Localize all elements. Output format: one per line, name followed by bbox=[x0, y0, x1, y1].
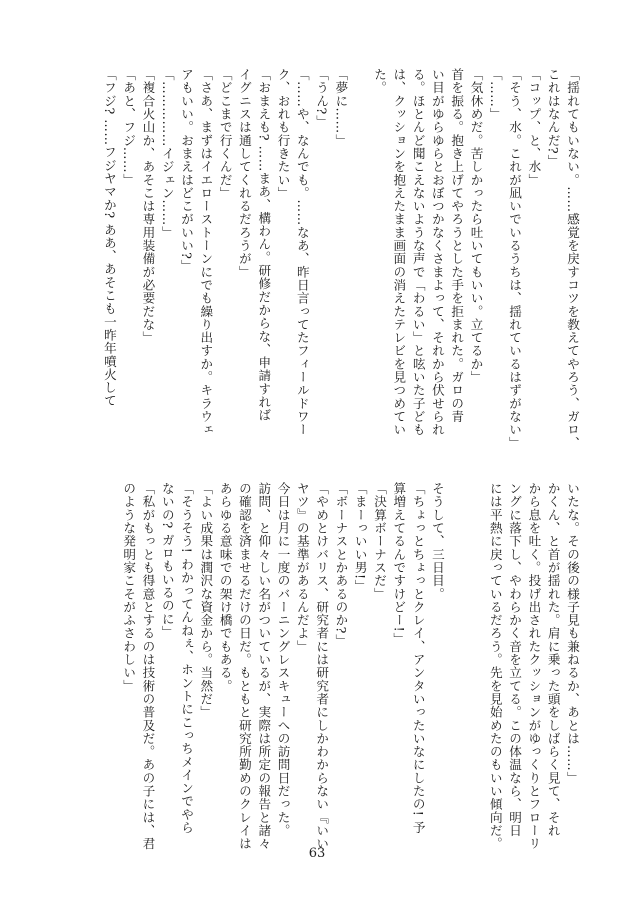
page-number: 63 bbox=[308, 846, 326, 861]
text-line: 「気休めだ。苦しかったら吐いてもいい。立てるか」 bbox=[468, 68, 484, 384]
text-line: から息を吐く。投げ出されたクッションがゆっくりとフローリ bbox=[526, 482, 542, 851]
text-line: ないの? ガロもいるのに」 bbox=[159, 482, 175, 639]
text-line: あらゆる意味での架け橋でもある。 bbox=[217, 482, 233, 693]
text-line: ヤツ』の基準があるんだよ」 bbox=[294, 482, 310, 653]
text-line: る。ほとんど聞こえないような声で「わるい」と呟いた子ども bbox=[410, 68, 426, 437]
text-line: 「ちょっとちょっとクレイ、アンタいったいなにしたの! 予 bbox=[410, 482, 426, 835]
text-line: の確認を済ませるだけの日だ。もともと研究所勤めのクレイは bbox=[236, 482, 252, 851]
text-line: 「よい成果は潤沢な資金から。当然だ」 bbox=[198, 482, 214, 719]
text-line: 「まーっいい男!」 bbox=[352, 482, 368, 593]
text-line: 訪問、と仰々しい名がついているが、実際は所定の報告と諸々 bbox=[256, 482, 272, 851]
text-line: は、クッションを抱えたまま画面の消えたテレビを見つめてい bbox=[391, 68, 407, 437]
text-line: アもいい。おまえはどこがいい?」 bbox=[179, 68, 195, 273]
text-line: 「……」 bbox=[487, 68, 503, 121]
text-line: 「さあ、まずはイエローストーンにでも繰り出すか。キラウェ bbox=[198, 68, 214, 437]
text-line: 「あと、フジ……」 bbox=[121, 68, 137, 187]
text-line: た。 bbox=[372, 68, 388, 95]
lower-text-block bbox=[119, 482, 582, 851]
text-line: 算増えてるんですけどー!」 bbox=[391, 482, 407, 646]
upper-text-block bbox=[100, 68, 582, 490]
text-line: イグニスは通してくれるだろうが」 bbox=[236, 68, 252, 279]
text-line: 「……や、なんでも。……なあ、昨日言ってたフィールドワー bbox=[294, 68, 310, 437]
text-line: 「やめとけバリス、研究者には研究者にしかわからない『いい bbox=[314, 482, 330, 851]
text-line: 「そう、水。これが凪いでいるうちは、揺れているはずがない」 bbox=[507, 68, 523, 450]
text-line: 「おまえも? ……まあ、構わん。研修だからな、申請すれば bbox=[256, 68, 272, 422]
text-line: ングに落下し、やわらかく音を立てる。この体温なら、明日 bbox=[507, 482, 523, 838]
text-line: 「ボーナスとかあるのか?」 bbox=[333, 482, 349, 648]
text-line: には平熱に戻っているだろう。先を見始めたのもいい傾向だ。 bbox=[487, 482, 503, 851]
text-line: いたな。その後の様子見も兼ねるか、あとは……」 bbox=[565, 482, 580, 785]
text-line: 「フジ? ……フジヤマか? ああ、あそこも一昨年噴火して bbox=[101, 68, 117, 408]
text-line: 「夢に……」 bbox=[333, 68, 349, 147]
text-line: これはなんだ?」 bbox=[545, 68, 561, 168]
text-line: 「コップ、と、水」 bbox=[526, 68, 542, 187]
text-line: 今日は月に一度のバーニングレスキューへの訪問日だった。 bbox=[275, 482, 291, 838]
text-line bbox=[350, 68, 369, 490]
text-line: そうして、三日目。 bbox=[429, 482, 445, 601]
text-line: 「……………イジェン……」 bbox=[159, 68, 175, 239]
text-line: かくん、と首が揺れた。肩に乗った頭をしばらく見て、それ bbox=[545, 482, 561, 838]
text-line: 首を振る。抱き上げてやろうとした手を拒まれた。ガロの青 bbox=[449, 68, 465, 424]
text-line: のような発明家こそがふさわしい」 bbox=[121, 482, 137, 693]
text-line: 「そうそう! わかってんねぇ、ホントにこっちメインでやら bbox=[179, 482, 195, 835]
text-line: ク、おれも行きたい」 bbox=[275, 68, 291, 200]
text-line: い目がゆらゆらとおぼつかなくさまよって、それから伏せられ bbox=[429, 68, 445, 437]
text-line bbox=[447, 482, 466, 800]
text-line: 「決算ボーナスだ」 bbox=[372, 482, 388, 601]
text-line: 「私がもっとも得意とするのは技術の普及だ。あの子には、君 bbox=[140, 482, 156, 851]
text-line: 「揺れてもいない。……感覚を戻すコツを教えてやろう、ガロ、 bbox=[565, 68, 580, 450]
text-line: 「どこまで行くんだ」 bbox=[217, 68, 233, 200]
text-line: 「複合火山か、あそこは専用装備が必要だな」 bbox=[140, 68, 156, 345]
text-line: 「うん?」 bbox=[314, 68, 330, 128]
text-line bbox=[466, 482, 485, 800]
